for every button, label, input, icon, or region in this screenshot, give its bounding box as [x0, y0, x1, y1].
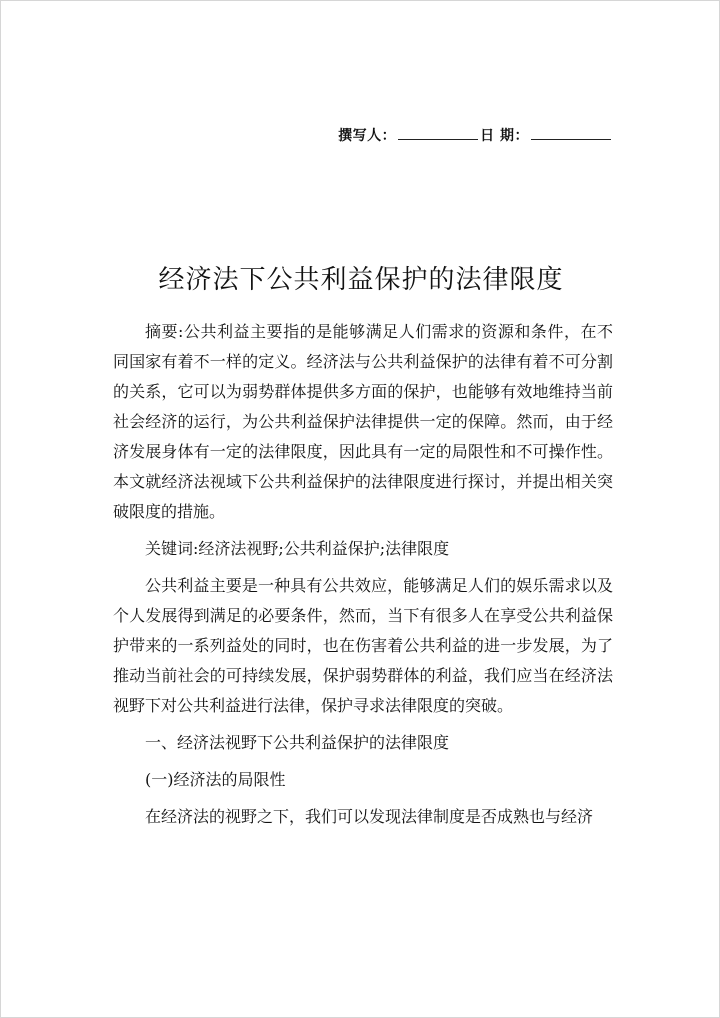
body-paragraph: 在经济法的视野之下，我们可以发现法律制度是否成熟也与经济 [145, 807, 594, 826]
author-label: 撰写人： [338, 128, 397, 144]
abstract-paragraph: 摘要:公共利益主要指的是能够满足人们需求的资源和条件，在不同国家有着不一样的定义。经济法与公共利益保护的法律有着不可分割的关系，它可以为弱势群体提供多方面的保护，也能够有效地维持当前社会经济的运行，为公共利益保护法律提供一定的保障。然而，由于经济发展身体有一定的法律限度，因此具有一定的局限性和不可操作性。本文就经济法视域下公共利益保护的法律限度进行探讨，并提出相关突破限度的措施。 [113, 322, 613, 521]
subsection-heading: (一)经济法的局限性 [145, 770, 286, 789]
document-body [113, 317, 613, 832]
keywords-line: 关键词:经济法视野;公共利益保护;法律限度 [145, 539, 450, 558]
date-label: 日 期： [480, 128, 529, 144]
document-title: 经济法下公共利益保护的法律限度 [158, 265, 564, 295]
date-blank [531, 125, 611, 140]
section-heading: 一、经济法视野下公共利益保护的法律限度 [145, 733, 450, 752]
intro-paragraph: 公共利益主要是一种具有公共效应，能够满足人们的娱乐需求以及个人发展得到满足的必要条件，然而，当下有很多人在享受公共利益保护带来的一系列益处的同时，也在伤害着公共利益的进一步发展，为了推动当前社会的可持续发展，保护弱势群体的利益，我们应当在经济法视野下对公共利益进行法律，保护寻求法律限度的突破。 [113, 576, 613, 715]
author-blank [398, 125, 478, 140]
author-date-line [338, 125, 613, 145]
